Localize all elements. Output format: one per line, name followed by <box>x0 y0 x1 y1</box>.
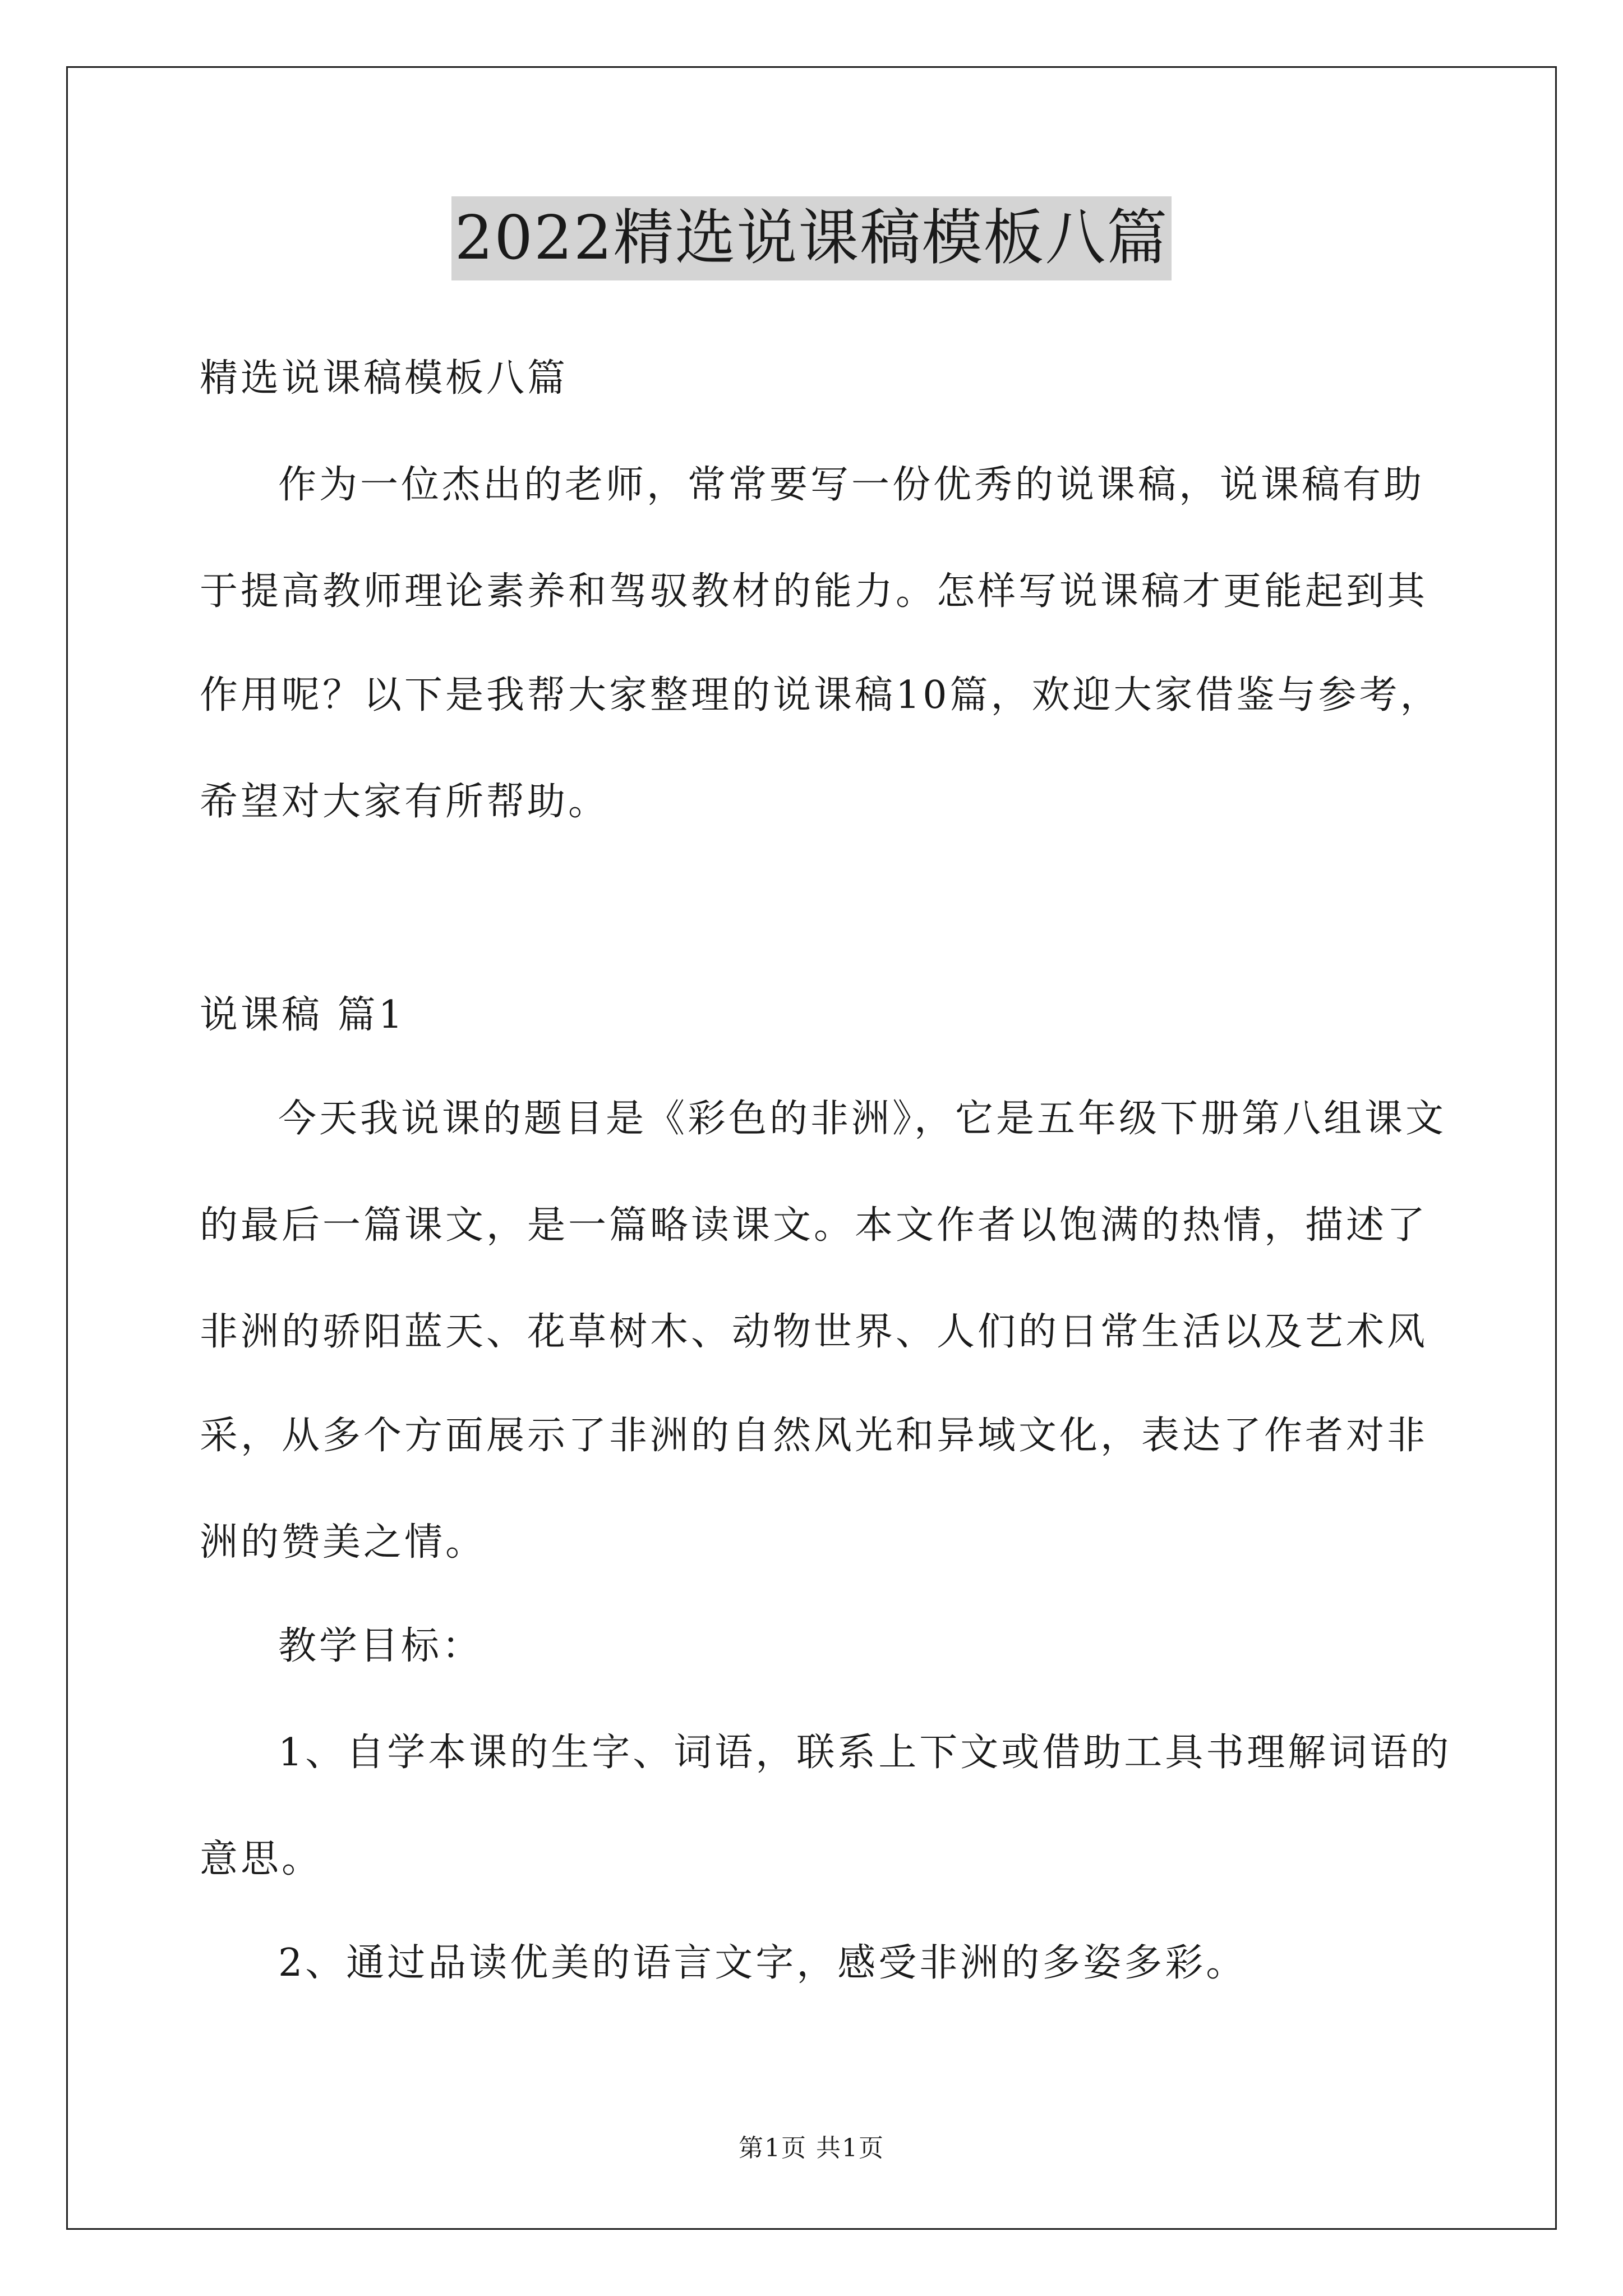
intro-line: 作为一位杰出的老师，常常要写一份优秀的说课稿，说课稿有助 <box>278 463 1425 507</box>
section-body-line: 今天我说课的题目是《彩色的非洲》，它是五年级下册第八组课文 <box>278 1097 1447 1141</box>
intro-line: 于提高教师理论素养和驾驭教材的能力。怎样写说课稿才更能起到其 <box>200 569 1428 614</box>
document-title: 2022精选说课稿模板八篇 <box>451 196 1172 280</box>
page-footer: 第1页 共1页 <box>739 2134 884 2162</box>
objective-2-line: 2、通过品读优美的语言文字，感受非洲的多姿多彩。 <box>278 1941 1247 1985</box>
section-body-line: 的最后一篇课文，是一篇略读课文。本文作者以饱满的热情，描述了 <box>200 1203 1428 1248</box>
objectives-label: 教学目标： <box>278 1624 483 1668</box>
document-subtitle: 精选说课稿模板八篇 <box>200 356 569 401</box>
objective-1-line: 1、自学本课的生字、词语，联系上下文或借助工具书理解词语的 <box>278 1731 1452 1775</box>
intro-line: 希望对大家有所帮助。 <box>200 780 610 824</box>
section-body-line: 采，从多个方面展示了非洲的自然风光和异域文化，表达了作者对非 <box>200 1414 1428 1458</box>
intro-line: 作用呢？以下是我帮大家整理的说课稿10篇，欢迎大家借鉴与参考， <box>200 673 1441 717</box>
section-body-line: 洲的赞美之情。 <box>200 1520 487 1565</box>
section-body-line: 非洲的骄阳蓝天、花草树木、动物世界、人们的日常生活以及艺术风 <box>200 1310 1428 1354</box>
title-container <box>0 196 1623 280</box>
section-heading: 说课稿 篇1 <box>200 993 405 1037</box>
objective-1-line: 意思。 <box>200 1837 323 1881</box>
